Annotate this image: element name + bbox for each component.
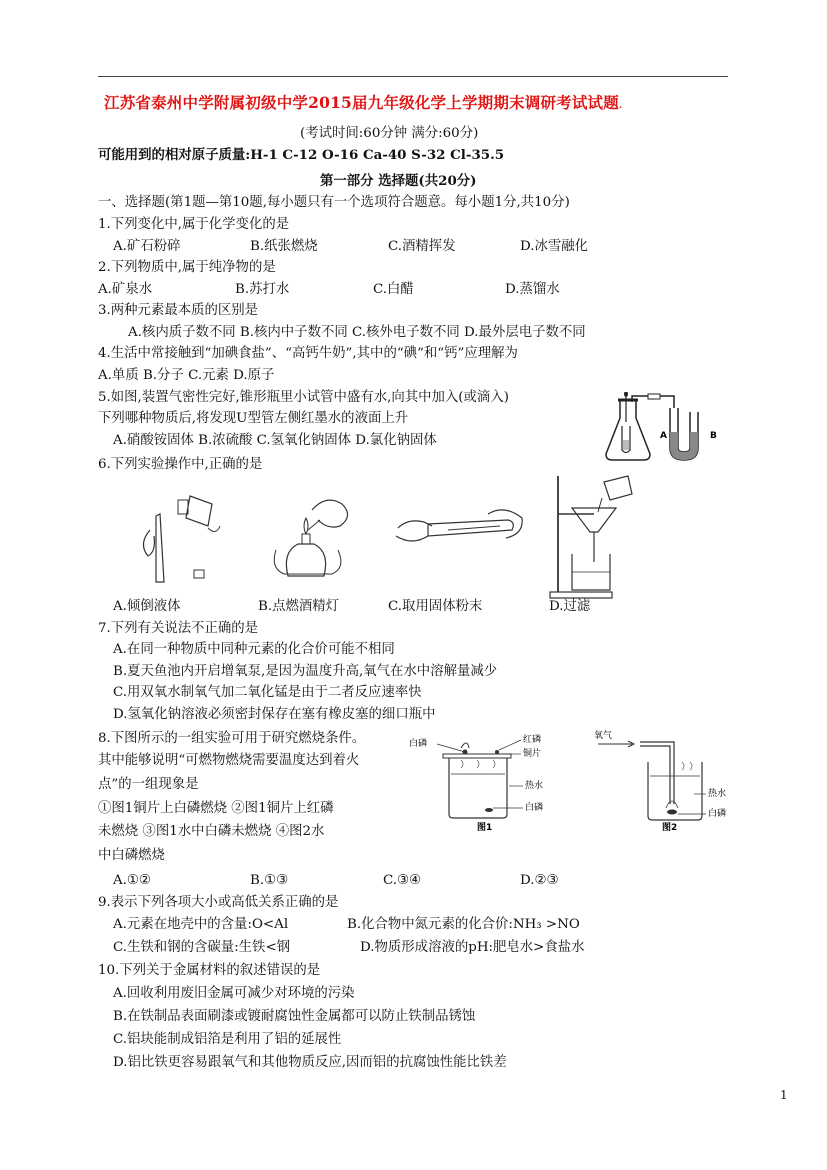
q5-apparatus-figure — [598, 392, 728, 464]
q8-option-c: C.③④ — [383, 873, 422, 888]
q5-label-b: B — [710, 431, 717, 441]
q8-option-a: A.①② — [113, 873, 151, 888]
q9-option-c: C.生铁和钢的含碳量:生铁<钢 — [113, 940, 291, 955]
q5-label-a: A — [660, 431, 667, 441]
q10-option-c: C.铝块能制成铝箔是利用了铝的延展性 — [113, 1032, 342, 1047]
q8-stem-6: 中白磷燃烧 — [98, 848, 165, 863]
fig1-label-white-phosphorus-2: 白磷 — [525, 803, 544, 813]
page-number: 1 — [780, 1088, 788, 1102]
q2-stem: 2.下列物质中,属于纯净物的是 — [98, 260, 276, 275]
fig1-label-copper: 铜片 — [523, 749, 542, 759]
q4-options: A.单质 B.分子 C.元素 D.原子 — [98, 368, 275, 383]
fig2-label-hot-water: 热水 — [708, 789, 727, 799]
q8-figure-1 — [405, 730, 590, 835]
fig1-label-hot-water: 热水 — [525, 781, 544, 791]
section-title: 第一部分 选择题(共20分) — [320, 173, 477, 189]
atomic-mass-line: 可能用到的相对原子质量:H-1 C-12 O-16 Ca-40 S-32 Cl-35.5 — [98, 147, 505, 163]
q8-stem-1: 8.下图所示的一组实验可用于研究燃烧条件。 — [98, 731, 366, 746]
q1-option-c: C.酒精挥发 — [388, 239, 456, 254]
q8-stem-4: ①图1铜片上白磷燃烧 ②图1铜片上红磷 — [98, 801, 334, 816]
q9-option-d: D.物质形成溶液的pH:肥皂水>食盐水 — [360, 940, 585, 955]
q5-stem-1: 5.如图,装置气密性完好,锥形瓶里小试管中盛有水,向其中加入(或滴入) — [98, 390, 509, 405]
fig2-label-white-phosphorus: 白磷 — [708, 809, 727, 819]
q7-option-b: B.夏天鱼池内开启增氧泵,是因为温度升高,氧气在水中溶解量减少 — [113, 664, 498, 679]
fig1-caption: 图1 — [477, 823, 493, 833]
q4-stem: 4.生活中常接触到“加碘食盐”、“高钙牛奶”,其中的“碘”和“钙”应理解为 — [98, 346, 518, 361]
q5-options: A.硝酸铵固体 B.浓硫酸 C.氢氧化钠固体 D.氯化钠固体 — [113, 433, 437, 448]
q8-figure-2 — [590, 724, 765, 834]
q7-option-d: D.氢氧化钠溶液必须密封保存在塞有橡皮塞的细口瓶中 — [113, 707, 436, 722]
q9-option-b: B.化合物中氮元素的化合价:NH₃ >NO — [347, 917, 580, 932]
q6-figure-alcohol-lamp — [262, 490, 362, 582]
q6-figure-pour-liquid — [120, 486, 230, 586]
q5-stem-2: 下列哪种物质后,将发现U型管左侧红墨水的液面上升 — [98, 411, 409, 426]
q3-options: A.核内质子数不同 B.核内中子数不同 C.核外电子数不同 D.最外层电子数不同 — [128, 325, 586, 340]
q10-option-d: D.铝比铁更容易跟氧气和其他物质反应,因而铝的抗腐蚀性能比铁差 — [113, 1055, 507, 1070]
q6-option-d: D.过滤 — [549, 599, 591, 614]
q10-stem: 10.下列关于金属材料的叙述错误的是 — [98, 963, 321, 978]
q8-stem-2: 其中能够说明“可燃物燃烧需要温度达到着火 — [98, 753, 360, 768]
q10-option-b: B.在铁制品表面刷漆或镀耐腐蚀性金属都可以防止铁制品锈蚀 — [113, 1009, 476, 1024]
q6-figure-solid-powder — [388, 500, 528, 560]
fig2-label-oxygen: 氧气 — [594, 731, 613, 741]
q6-stem: 6.下列实验操作中,正确的是 — [98, 457, 263, 472]
q1-stem: 1.下列变化中,属于化学变化的是 — [98, 217, 290, 232]
q9-stem: 9.表示下列各项大小或高低关系正确的是 — [98, 895, 339, 910]
q2-option-c: C.白醋 — [373, 282, 414, 297]
q1-option-b: B.纸张燃烧 — [250, 239, 318, 254]
header-rule — [98, 76, 728, 77]
q7-option-a: A.在同一种物质中同种元素的化合价可能不相同 — [113, 642, 395, 657]
q8-option-b: B.①③ — [250, 873, 289, 888]
fig1-label-white-phosphorus: 白磷 — [409, 739, 428, 749]
q3-stem: 3.两种元素最本质的区别是 — [98, 303, 259, 318]
q1-option-d: D.冰雪融化 — [520, 239, 589, 254]
q6-option-a: A.倾倒液体 — [113, 599, 181, 614]
q10-option-a: A.回收利用废旧金属可减少对环境的污染 — [113, 986, 355, 1001]
fig1-label-red-phosphorus: 红磷 — [523, 735, 542, 745]
section-intro: 一、选择题(第1题—第10题,每小题只有一个选项符合题意。每小题1分,共10分) — [98, 195, 570, 210]
page-title: 江苏省泰州中学附属初级中学2015届九年级化学上学期期末调研考试试题. — [104, 93, 623, 112]
q7-stem: 7.下列有关说法不正确的是 — [98, 621, 259, 636]
fig2-caption: 图2 — [662, 823, 678, 833]
q6-figure-filtration — [540, 472, 640, 602]
q1-option-a: A.矿石粉碎 — [113, 239, 181, 254]
exam-info: (考试时间:60分钟 满分:60分) — [300, 126, 479, 141]
q6-option-b: B.点燃酒精灯 — [258, 599, 340, 614]
q8-stem-5: 未燃烧 ③图1水中白磷未燃烧 ④图2水 — [98, 824, 325, 839]
q6-option-c: C.取用固体粉末 — [388, 599, 483, 614]
q2-option-a: A.矿泉水 — [98, 282, 153, 297]
q2-option-d: D.蒸馏水 — [505, 282, 560, 297]
q8-stem-3: 点”的一组现象是 — [98, 777, 199, 792]
q8-option-d: D.②③ — [520, 873, 559, 888]
q2-option-b: B.苏打水 — [235, 282, 290, 297]
q7-option-c: C.用双氧水制氧气加二氧化锰是由于二者反应速率快 — [113, 685, 422, 700]
q9-option-a: A.元素在地壳中的含量:O<Al — [113, 917, 289, 932]
